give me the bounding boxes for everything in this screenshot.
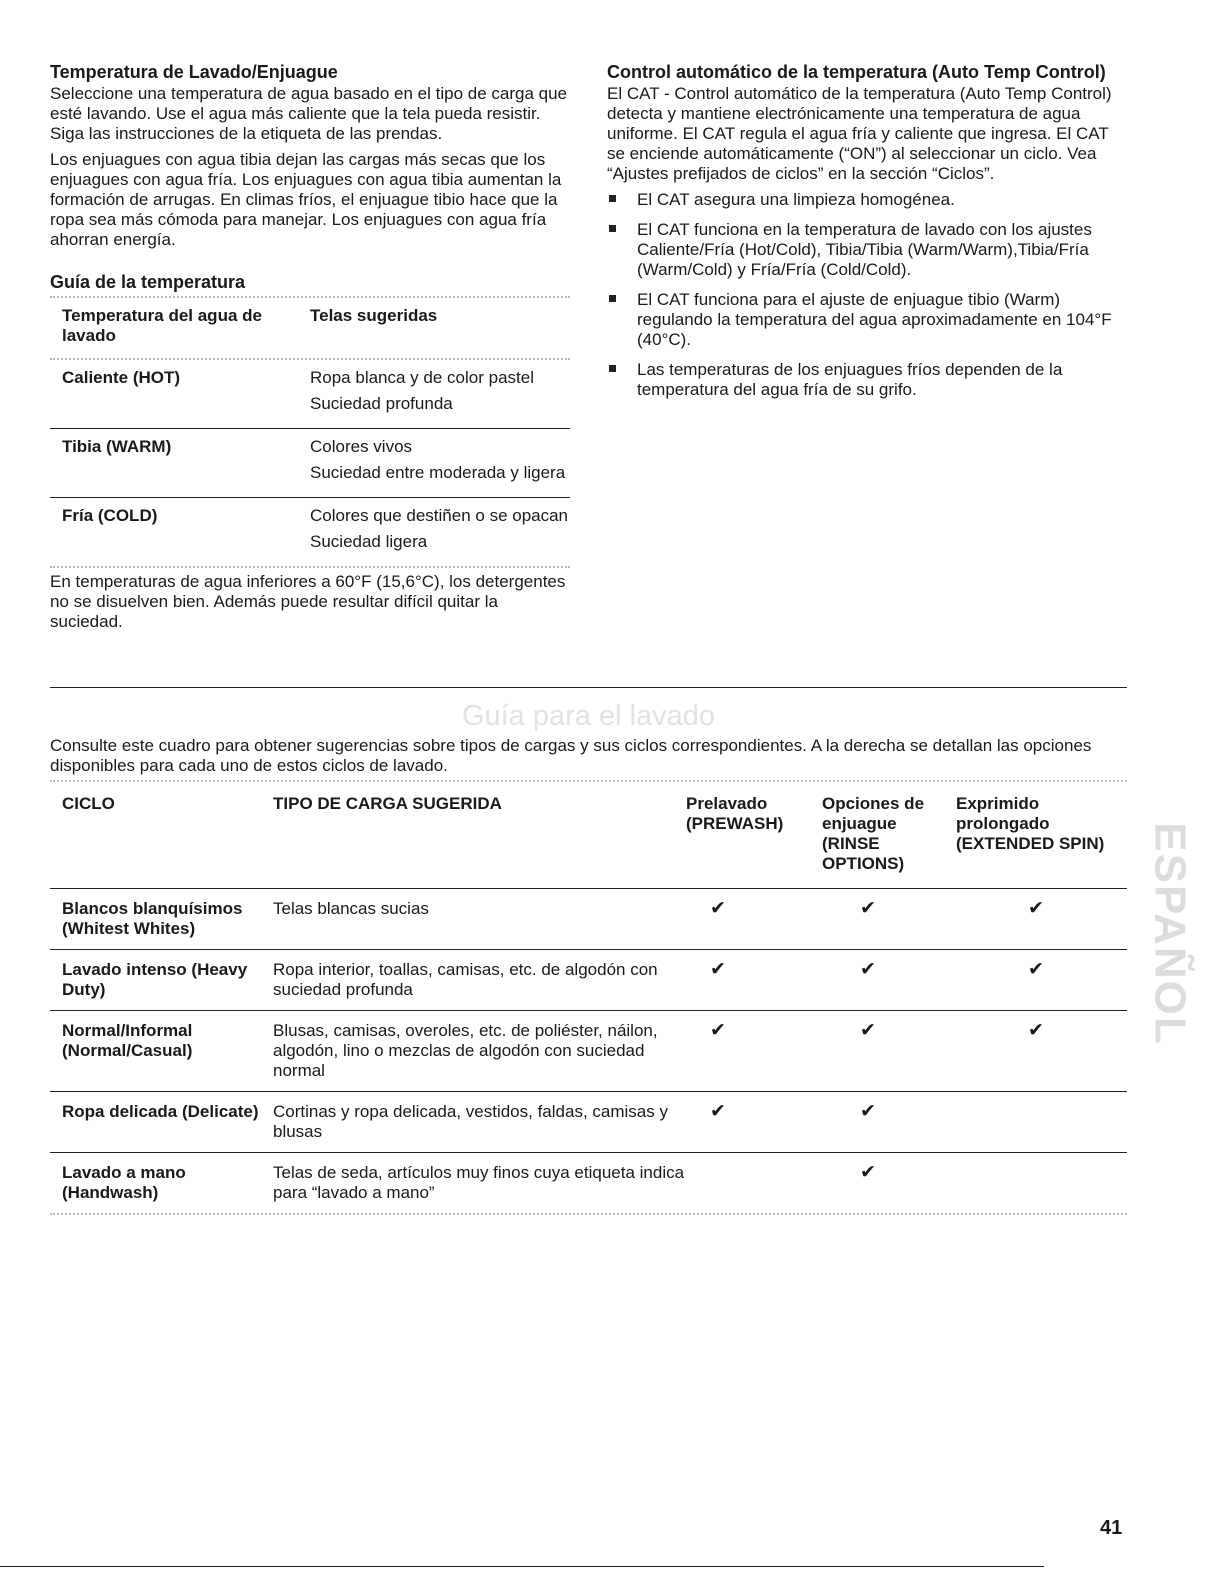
bullet-square-icon [609,365,616,372]
wash-rinse-temp-heading: Temperatura de Lavado/Enjuague [50,62,338,82]
section-intro: Consulte este cuadro para obtener sugerencias sobre tipos de cargas y sus ciclos correspondientes. A la derecha se detallan las opciones disponibles para cada uno de estos ciclos de lavado. [50,736,1092,775]
cycle-col-header: CICLO [62,794,115,813]
list-item: El CAT funciona en la temperatura de lavado con los ajustes Caliente/Fría (Hot/Cold), Tibia/Tibia (Warm/Warm),Tibia/Fría (Warm/Cold) y Fría/Fría (Cold/Cold). [607,220,1127,280]
load-type-cell: Telas blancas sucias [273,899,429,918]
rinse-check-icon: ✔ [860,1162,876,1183]
page-number: 41 [1100,1517,1123,1539]
table-bottom-divider [50,566,570,568]
left-column [50,62,570,638]
load-type-cell: Ropa interior, toallas, camisas, etc. de algodón con suciedad profunda [273,960,658,999]
auto-temp-paragraph: El CAT - Control automático de la temperatura (Auto Temp Control) detecta y mantiene electrónicamente una temperatura de agua uniforme. El CAT regula el agua fría y caliente que ingresa. El CAT se enciende automáticamente (“ON”) al seleccionar un ciclo. Vea “Ajustes prefijados de ciclos” en la sección “Ciclos”. [607,84,1112,183]
rinse-check-icon: ✔ [860,1020,876,1041]
auto-temp-bullet-list [607,190,1127,400]
prewash-check-icon: ✔ [710,1020,726,1041]
table-row [50,360,570,428]
rinse-check-icon: ✔ [860,1101,876,1122]
fabric-cell: Suciedad profunda [310,394,453,413]
spin-check-icon [956,1102,1126,1142]
load-type-cell: Telas de seda, artículos muy finos cuya etiqueta indica para “lavado a mano” [273,1163,685,1202]
auto-temp-heading: Control automático de la temperatura (Auto Temp Control) [607,62,1106,82]
cycle-cell: Blancos blanquísimos (Whitest Whites) [62,899,243,938]
temp-cell: Fría (COLD) [62,506,158,525]
temp-table-header-row [50,298,570,354]
rinse-check-icon: ✔ [860,898,876,919]
prewash-check-icon [686,1163,822,1203]
list-item: El CAT asegura una limpieza homogénea. [607,190,1127,210]
spin-check-icon [956,1163,1126,1203]
load-type-cell: Cortinas y ropa delicada, vestidos, faldas, camisas y blusas [273,1102,668,1141]
list-item: Las temperaturas de los enjuagues fríos dependen de la temperatura del agua fría de su grifo. [607,360,1127,400]
prewash-check-icon: ✔ [710,959,726,980]
language-side-tab-label: ESPAÑOL [1146,822,1195,1046]
wash-rinse-temp-paragraph-2: Los enjuagues con agua tibia dejan las cargas más secas que los enjuagues con agua fría. Los enjuagues con agua tibia aumentan la formación de arrugas. En climas fríos, el enjuague tibio hace que la ropa sea más cómoda para manejar. Los enjuagues con agua fría ahorran energía. [50,150,562,249]
rinse-options-col-header: Opciones de enjuague (RINSE OPTIONS) [822,794,925,873]
prewash-check-icon: ✔ [710,1101,726,1122]
table-row [50,1011,1127,1091]
cycle-cell: Lavado intenso (Heavy Duty) [62,960,248,999]
fabric-cell: Colores que destiñen o se opacan [310,506,569,525]
wash-rinse-temp-paragraph-1: Seleccione una temperatura de agua basado en el tipo de carga que esté lavando. Use el agua más caliente que la tela pueda resistir. Siga las instrucciones de la etiqueta de las prendas. [50,84,567,143]
table-row [50,950,1127,1010]
fabric-cell: Colores vivos [310,437,413,456]
section-title: Guía para el lavado [461,700,716,732]
temp-cell: Caliente (HOT) [62,368,181,387]
cycle-cell: Ropa delicada (Delicate) [62,1102,259,1121]
extended-spin-col-header: Exprimido prolongado (EXTENDED SPIN) [956,794,1105,853]
table-bottom-divider [50,1213,1127,1215]
cycle-cell: Lavado a mano (Handwash) [62,1163,186,1202]
spin-check-icon: ✔ [1028,898,1044,919]
bullet-square-icon [609,225,616,232]
bullet-square-icon [609,295,616,302]
spin-check-icon: ✔ [1028,1020,1044,1041]
table-row [50,498,570,566]
bullet-square-icon [609,195,616,202]
table-row [50,1092,1127,1152]
temp-guide-table [50,296,570,568]
load-type-col-header: TIPO DE CARGA SUGERIDA [273,794,502,813]
section-divider [50,687,1127,688]
right-column [607,62,1127,410]
page-bottom-divider [0,1566,1044,1567]
temp-guide-heading: Guía de la temperatura [50,272,246,292]
load-type-cell: Blusas, camisas, overoles, etc. de poliéster, náilon, algodón, lino o mezclas de algodón con suciedad normal [273,1021,658,1080]
cycle-cell: Normal/Informal (Normal/Casual) [62,1021,193,1060]
table-row [50,889,1127,949]
prewash-check-icon: ✔ [710,898,726,919]
temp-cell: Tibia (WARM) [62,437,172,456]
fabric-cell: Suciedad entre moderada y ligera [310,463,566,482]
fabric-cell: Ropa blanca y de color pastel [310,368,534,387]
fabric-cell: Suciedad ligera [310,532,428,551]
wash-guide-table [50,780,1127,1215]
spin-check-icon: ✔ [1028,959,1044,980]
fabrics-col-header: Telas sugeridas [310,306,438,325]
temp-col-header: Temperatura del agua de lavado [62,306,262,345]
table-row [50,1153,1127,1213]
wash-table-header-row [50,782,1127,888]
low-temp-note: En temperaturas de agua inferiores a 60°F (15,6°C), los detergentes no se disuelven bien. Además puede resultar difícil quitar la suciedad. [50,572,566,631]
list-item: El CAT funciona para el ajuste de enjuague tibio (Warm) regulando la temperatura del agua aproximadamente en 104°F (40°C). [607,290,1127,350]
table-row [50,429,570,497]
language-side-tab [1145,818,1195,1050]
prewash-col-header: Prelavado (PREWASH) [686,794,784,833]
rinse-check-icon: ✔ [860,959,876,980]
